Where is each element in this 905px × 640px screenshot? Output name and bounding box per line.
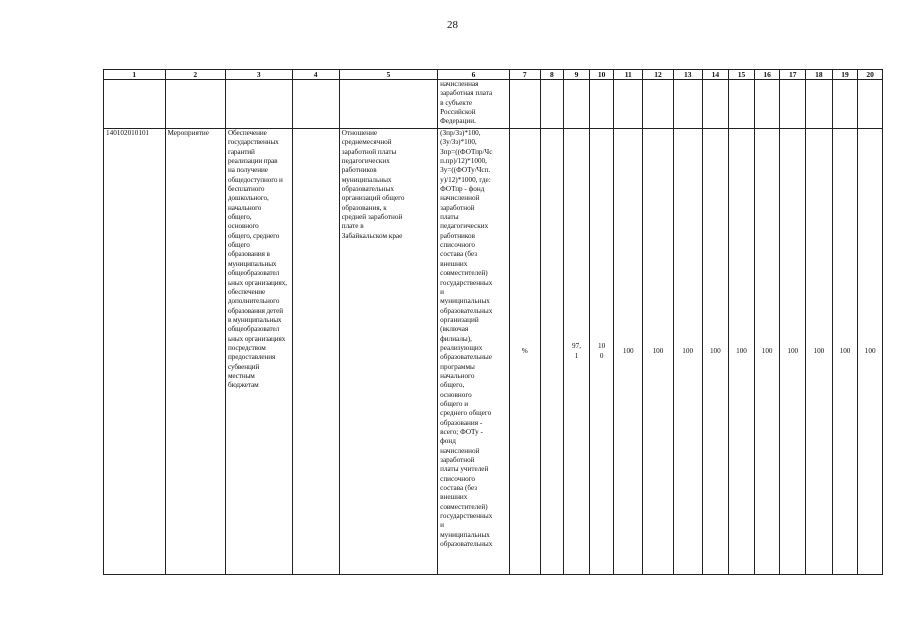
row-type: Мероприятие: [167, 129, 209, 137]
row-code: 140102010101: [106, 129, 150, 137]
column-number: 11: [614, 70, 643, 80]
column-number: 19: [832, 70, 858, 80]
row-formula: (Зпр/Зз)*100, (Зу/Зз)*100, Зпр=((ФОТпр/Чс п.пр)/12)*1000, Зу=((ФОТу/Чсп. у)/12)*1000, где: ФОТпр - фонд начисленной заработной платы педагогических работников списочного состава (без внешних совместителей) государственных и муниципальных образовательных организаций (включая филиалы), реализующих образовательные программы начального общего, основного общего и среднего общего образования - всего; ФОТу - фонд начисленной заработной платы учителей списочного состава (без внешних совместителей) государственных и муниципальных образовательных: [440, 129, 493, 549]
row-col20: 100: [864, 346, 876, 355]
row-col14: 100: [709, 346, 721, 355]
row-col18: 100: [813, 346, 825, 355]
row-description: Обеспечение государственных гарантий реализации прав на получение общедоступного и бесплатного дошкольного, начального общего, основного общего, среднего общего образования в муниципальных общеобразовател ьных организациях, обеспечение дополнительного образования детей в муниципальных общеобразовател ьных организациях посредством предоставления субвенций местным бюджетам: [227, 129, 287, 390]
formula-continuation: начисленная заработная плата в субъекте Российской Федерации.: [440, 80, 493, 126]
column-number: 16: [754, 70, 780, 80]
indicators-table: [103, 69, 883, 575]
column-number: 3: [225, 70, 292, 80]
column-number: 13: [673, 70, 702, 80]
row-unit: %: [521, 346, 528, 355]
row-col9: 97, 1: [572, 342, 581, 360]
row-col11: 100: [622, 346, 634, 355]
row-col16: 100: [761, 346, 773, 355]
column-number: 6: [438, 70, 510, 80]
row-col10: 10 0: [598, 342, 606, 360]
column-number: 17: [780, 70, 806, 80]
row-col17: 100: [787, 346, 799, 355]
column-number: 15: [729, 70, 755, 80]
continuation-row: [104, 80, 883, 129]
column-number: 7: [509, 70, 540, 80]
column-number: 12: [643, 70, 674, 80]
column-number: 1: [104, 70, 166, 80]
column-number: 8: [540, 70, 564, 80]
row-indicator: Отношение среднемесячной заработной платы педагогических работников муниципальных образовательных организаций общего образования, к средней заработной плате в Забайкальском крае: [341, 129, 405, 240]
page-number: 28: [447, 19, 458, 31]
column-number: 18: [806, 70, 833, 80]
column-number: 9: [564, 70, 590, 80]
column-number: 10: [589, 70, 614, 80]
column-number: 20: [858, 70, 883, 80]
column-number: 5: [339, 70, 437, 80]
table-row: [104, 129, 883, 575]
column-number: 4: [292, 70, 339, 80]
row-col12: 100: [652, 346, 664, 355]
row-col13: 100: [682, 346, 694, 355]
row-col15: 100: [736, 346, 747, 355]
row-col19: 100: [839, 346, 851, 355]
column-number: 14: [702, 70, 729, 80]
column-number-row: [104, 70, 883, 80]
column-number: 2: [165, 70, 225, 80]
